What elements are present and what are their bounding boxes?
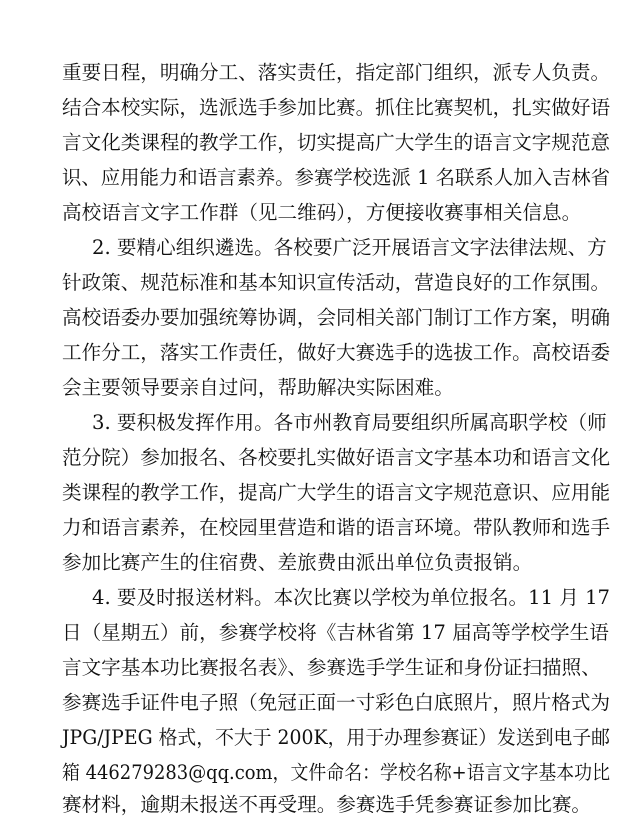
text-line: [0, 300, 618, 336]
text-line-content: 识、应用能力和语言素养。参赛学校选派 1 名联系人加入吉林省: [62, 166, 611, 189]
text-line-content: 参加比赛产生的住宿费、差旅费由派出单位负责报销。: [62, 551, 533, 574]
text-line-content: 参赛选手证件电子照（免冠正面一寸彩色白底照片，照片格式为: [62, 691, 611, 714]
text-line: [0, 755, 618, 791]
text-line-content: 3. 要积极发挥作用。各市州教育局要组织所属高职学校（师: [92, 411, 607, 434]
text-line: [0, 55, 618, 91]
text-line: [0, 440, 618, 476]
text-line: [0, 720, 618, 756]
text-line: [0, 195, 618, 231]
text-line: [0, 90, 618, 126]
text-line: [0, 650, 618, 686]
paragraph-heading-2: [0, 230, 618, 266]
text-line-content: 工作分工，落实工作责任，做好大赛选手的选拔工作。高校语委: [62, 341, 611, 364]
text-line-content: 言文化类课程的教学工作，切实提高广大学生的语言文字规范意: [62, 131, 611, 154]
text-line-content: 赛材料，逾期未报送不再受理。参赛选手凭参赛证参加比赛。: [62, 793, 592, 816]
text-line-content: 言文字基本功比赛报名表》、参赛选手学生证和身份证扫描照、: [62, 656, 601, 679]
text-line-content: 4. 要及时报送材料。本次比赛以学校为单位报名。11 月 17: [92, 586, 611, 609]
text-line-content: 箱 446279283@qq.com，文件命名：学校名称+语言文字基本功比: [62, 761, 611, 784]
text-line-content: 类课程的教学工作，提高广大学生的语言文字规范意识、应用能: [62, 481, 611, 504]
paragraph-heading-3: [0, 405, 618, 441]
text-line: [0, 335, 618, 371]
text-line-content: 针政策、规范标准和基本知识宣传活动，营造良好的工作氛围。: [62, 271, 611, 294]
text-line: [0, 160, 618, 196]
text-line: [0, 615, 618, 651]
text-line: [0, 475, 618, 511]
text-line: [0, 545, 618, 581]
text-line: [0, 685, 618, 721]
text-line-content: JPG/JPEG 格式，不大于 200K，用于办理参赛证）发送到电子邮: [62, 726, 611, 749]
paragraph-heading-4: [0, 580, 618, 616]
text-line: [0, 790, 618, 820]
text-line-content: 范分院）参加报名、各校要扎实做好语言文字基本功和语言文化: [62, 446, 611, 469]
text-line-content: 高校语委办要加强统筹协调，会同相关部门制订工作方案，明确: [62, 306, 611, 329]
text-line: [0, 510, 618, 546]
text-line-content: 2. 要精心组织遴选。各校要广泛开展语言文字法律法规、方: [92, 236, 607, 259]
text-line-content: 日（星期五）前，参赛学校将《吉林省第 17 届高等学校学生语: [62, 621, 609, 644]
text-line-content: 重要日程，明确分工、落实责任，指定部门组织，派专人负责。: [62, 61, 611, 84]
text-line: [0, 125, 618, 161]
text-line-content: 会主要领导要亲自过问，帮助解决实际困难。: [62, 376, 454, 399]
text-line-content: 力和语言素养，在校园里营造和谐的语言环境。带队教师和选手: [62, 516, 611, 539]
text-line-content: 高校语言文字工作群（见二维码），方便接收赛事相关信息。: [62, 201, 582, 224]
text-line-content: 结合本校实际，选派选手参加比赛。抓住比赛契机，扎实做好语: [62, 96, 611, 119]
text-line: [0, 370, 618, 406]
text-line: [0, 265, 618, 301]
